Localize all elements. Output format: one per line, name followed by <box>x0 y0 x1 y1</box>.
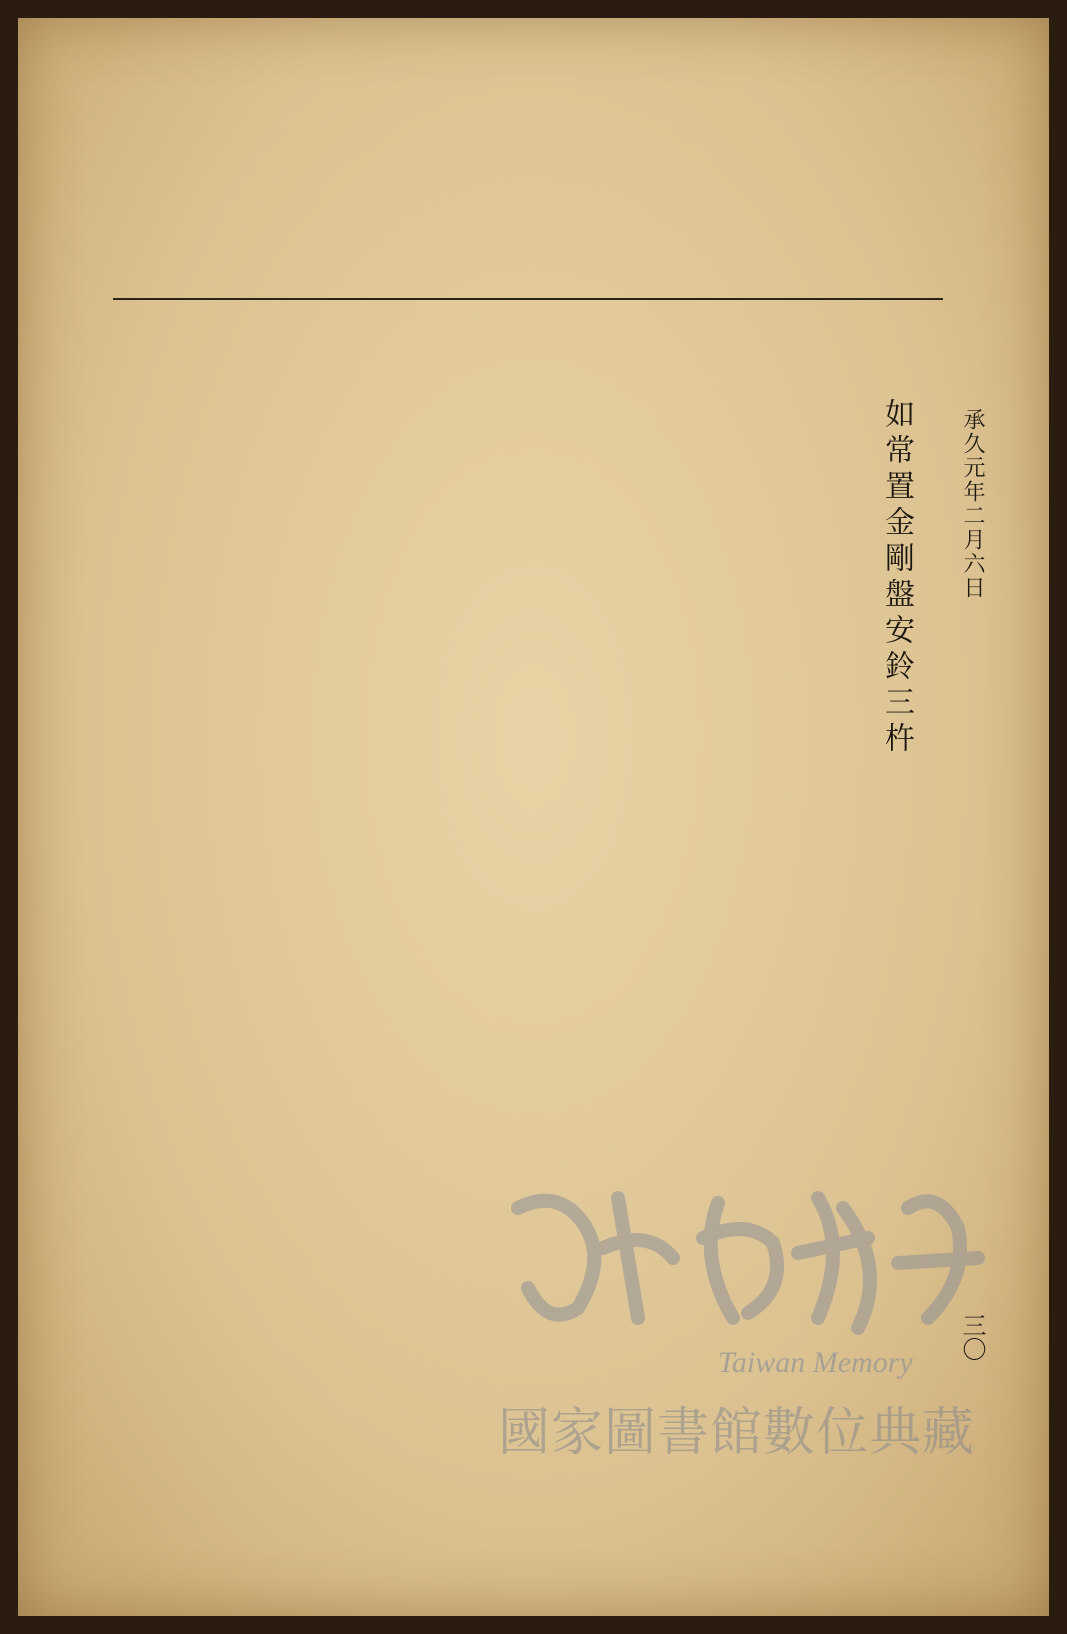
text-column-1: 如常置金剛盤安鈴三杵 <box>879 398 914 758</box>
page-number: 三〇 <box>958 1313 986 1361</box>
document-page <box>18 18 1049 1616</box>
running-title: 承久元年二月六日 <box>960 408 985 600</box>
watermark-chinese: 國家圖書館數位典藏 <box>498 1403 976 1463</box>
watermark-english: Taiwan Memory <box>718 1346 913 1379</box>
main-text <box>103 398 923 1498</box>
header-rule <box>113 298 943 300</box>
